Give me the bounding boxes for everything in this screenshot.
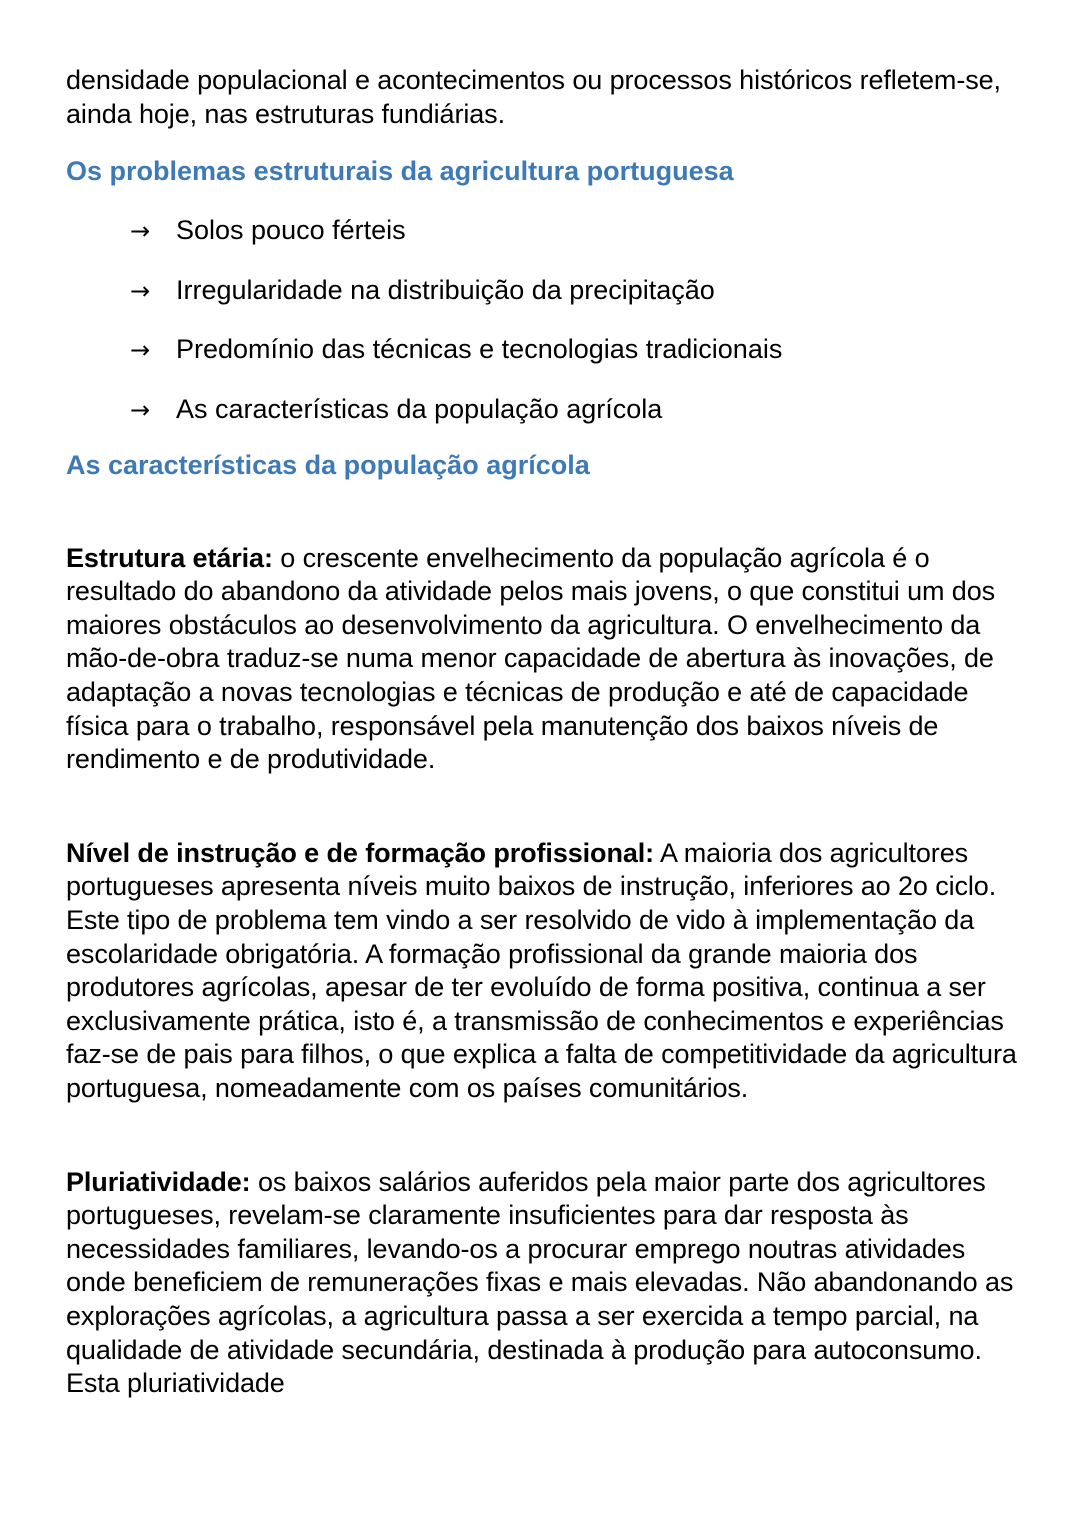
- list-item: [66, 214, 1026, 248]
- heading-population-characteristics: As características da população agrícola: [66, 449, 590, 480]
- right-arrow-icon: →: [130, 395, 151, 424]
- section-pluriactivity: [66, 1166, 1026, 1401]
- section-education-level: [66, 837, 1026, 1106]
- heading-structural-problems: Os problemas estruturais da agricultura portuguesa: [66, 156, 734, 187]
- list-item: [66, 274, 1026, 308]
- right-arrow-icon: →: [130, 336, 151, 365]
- right-arrow-icon: →: [130, 276, 151, 305]
- list-item: [66, 393, 1026, 427]
- section-term: Nível de instrução e de formação profissional:: [66, 837, 655, 868]
- list-item-label: Predomínio das técnicas e tecnologias tradicionais: [176, 334, 783, 365]
- section-term: Estrutura etária:: [66, 542, 273, 573]
- list-item-label: Solos pouco férteis: [176, 215, 406, 246]
- right-arrow-icon: →: [130, 217, 151, 246]
- list-item: [66, 333, 1026, 367]
- section-text: A maioria dos agricultores portugueses apresenta níveis muito baixos de instrução, inferiores ao 2o ciclo. Este tipo de problema tem vindo a ser resolvido de vido à implementação da escolaridade obrigatória. A formação profissional da grande maioria dos produtores agrícolas, apesar de ter evoluído de forma positiva, continua a ser exclusivamente prática, isto é, a transmissão de conhecimentos e experiências faz-se de pais para filhos, o que explica a falta de competitividade da agricultura portuguesa, nomeadamente com os países comunitários.: [66, 837, 1017, 1103]
- document-page: [66, 64, 1026, 1401]
- list-item-label: Irregularidade na distribuição da precipitação: [176, 274, 715, 305]
- list-item-label: As características da população agrícola: [176, 393, 663, 424]
- problems-list: [66, 214, 1026, 427]
- section-text: os baixos salários auferidos pela maior parte dos agricultores portugueses, revelam-se claramente insuficientes para dar resposta às necessidades familiares, levando-os a procurar emprego noutras atividades onde beneficiem de remunerações fixas e mais elevadas. Não abandonando as explorações agrícolas, a agricultura passa a ser exercida a tempo parcial, na qualidade de atividade secundária, destinada à produção para autoconsumo. Esta pluriatividade: [66, 1166, 1014, 1399]
- intro-paragraph: densidade populacional e acontecimentos ou processos históricos refletem-se, ainda hoje, nas estruturas fundiárias.: [66, 65, 1001, 129]
- section-text: o crescente envelhecimento da população agrícola é o resultado do abandono da atividade pelos mais jovens, o que constitui um dos maiores obstáculos ao desenvolvimento da agricultura. O envelhecimento da mão-de-obra traduz-se numa menor capacidade de abertura às inovações, de adaptação a novas tecnologias e técnicas de produção e até de capacidade física para o trabalho, responsável pela manutenção dos baixos níveis de rendimento e de produtividade.: [66, 542, 996, 775]
- section-age-structure: [66, 542, 1026, 777]
- section-term: Pluriatividade:: [66, 1166, 251, 1197]
